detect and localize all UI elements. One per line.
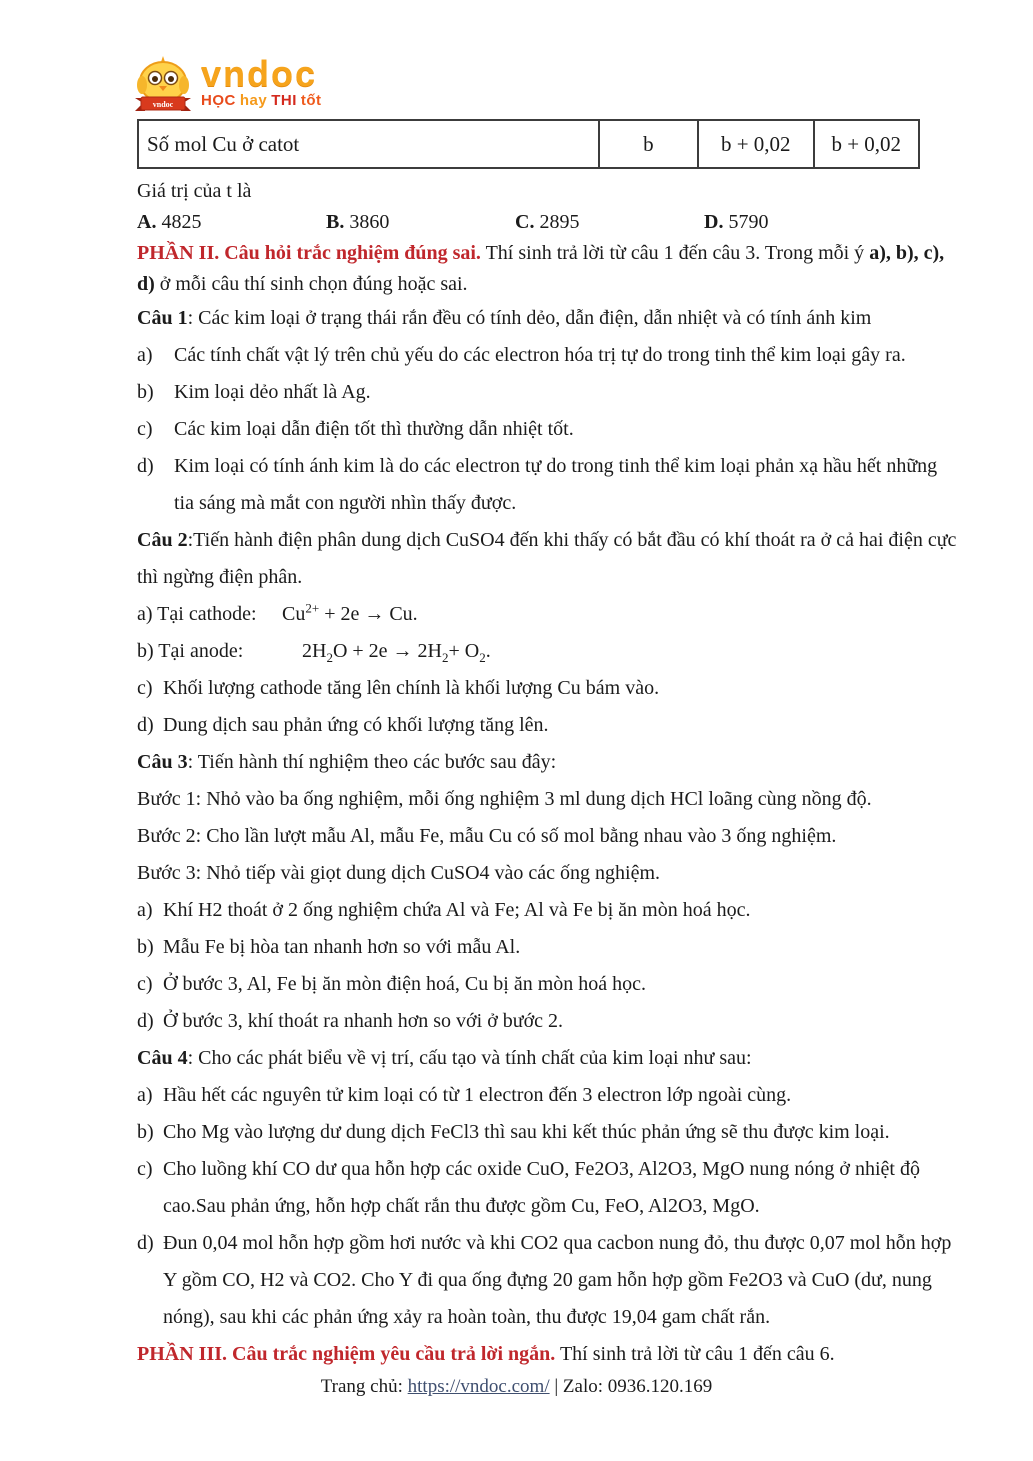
homepage-link[interactable]: https://vndoc.com/ bbox=[407, 1376, 550, 1397]
item-letter: a) bbox=[137, 899, 153, 921]
item-letter: d) bbox=[137, 1232, 154, 1254]
item-letter: c) bbox=[137, 418, 153, 440]
question-3-item-b bbox=[137, 929, 958, 966]
question-4-item-a bbox=[137, 1077, 958, 1114]
tagline-word: tốt bbox=[300, 92, 322, 109]
table-cell-label: Số mol Cu ở catot bbox=[138, 120, 599, 168]
formula-subscript: 2 bbox=[479, 650, 486, 665]
question-3-item-c bbox=[137, 966, 958, 1003]
table-cell-value: b bbox=[599, 120, 698, 168]
logo-tagline bbox=[201, 91, 326, 111]
item-letter: b) bbox=[137, 1121, 154, 1143]
question-3-step-1: Bước 1: Nhỏ vào ba ống nghiệm, mỗi ống nghiệm 3 ml dung dịch HCl loãng cùng nồng độ. bbox=[137, 788, 872, 810]
option-letter: D. bbox=[704, 211, 724, 233]
question-2-heading bbox=[137, 522, 958, 596]
question-text: : Tiến hành thí nghiệm theo các bước sau đây: bbox=[187, 751, 557, 773]
logo-brand-text: vndoc bbox=[201, 53, 318, 94]
item-text: Mẫu Fe bị hòa tan nhanh hơn so với mẫu Al. bbox=[163, 936, 521, 958]
question-2-item-a bbox=[137, 596, 958, 633]
formula-text: + 2e → Cu. bbox=[319, 603, 418, 625]
item-text: Hầu hết các nguyên tử kim loại có từ 1 electron đến 3 electron lớp ngoài cùng. bbox=[163, 1084, 792, 1106]
item-text: Khí H2 thoát ở 2 ống nghiệm chứa Al và Fe; Al và Fe bị ăn mòn hoá học. bbox=[163, 899, 751, 921]
part3-heading bbox=[137, 1336, 958, 1373]
table-cell-value: b + 0,02 bbox=[814, 120, 919, 168]
option-d bbox=[704, 207, 893, 238]
question-1-item-d bbox=[137, 448, 958, 522]
logo-text-block bbox=[201, 55, 326, 111]
question-3-step-2: Bước 2: Cho lần lượt mẫu Al, mẫu Fe, mẫu Cu có số mol bằng nhau vào 3 ống nghiệm. bbox=[137, 825, 837, 847]
question-2-item-c bbox=[137, 670, 958, 707]
option-value: 5790 bbox=[728, 211, 769, 233]
question-4-heading bbox=[137, 1040, 958, 1077]
option-letter: C. bbox=[515, 211, 535, 233]
formula-text: O + 2e → 2H bbox=[332, 640, 442, 662]
answer-options bbox=[137, 207, 958, 238]
question-3-step-3: Bước 3: Nhỏ tiếp vài giọt dung dịch CuSO4 vào các ống nghiệm. bbox=[137, 862, 661, 884]
item-letter: c) bbox=[137, 677, 153, 699]
item-text: Ở bước 3, Al, Fe bị ăn mòn điện hoá, Cu bị ăn mòn hoá học. bbox=[163, 973, 647, 995]
question-4-item-d bbox=[137, 1225, 958, 1336]
item-text: Kim loại dẻo nhất là Ag. bbox=[174, 381, 371, 403]
item-text: Đun 0,04 mol hỗn hợp gồm hơi nước và khi CO2 qua cacbon nung đỏ, thu được 0,07 mol hỗn hợp Y gồm CO, H2 và CO2. Cho Y đi qua ống đựng 20 gam hỗn hợp gồm Fe2O3 và CuO (dư, nung nóng), sau khi các phản ứng xảy ra hoàn toàn, thu được 19,04 gam chất rắn. bbox=[163, 1232, 952, 1328]
option-letter: B. bbox=[326, 211, 345, 233]
option-letter: A. bbox=[137, 211, 157, 233]
formula-text: + O bbox=[448, 640, 480, 662]
table-row bbox=[138, 120, 919, 168]
item-letter: d) bbox=[137, 455, 154, 477]
part2-intro: ở mỗi câu thí sinh chọn đúng hoặc sai. bbox=[154, 273, 468, 295]
question-label: Câu 2 bbox=[137, 529, 188, 551]
formula-text: . bbox=[485, 640, 491, 662]
item-letter: a) Tại cathode: bbox=[137, 603, 257, 625]
tagline-word: THI bbox=[271, 92, 297, 109]
question-text: : Các kim loại ở trạng thái rắn đều có tính dẻo, dẫn điện, dẫn nhiệt và có tính ánh kim bbox=[187, 307, 872, 329]
question-1-item-b bbox=[137, 374, 958, 411]
formula-superscript: 2+ bbox=[305, 600, 320, 616]
question-3-item-a bbox=[137, 892, 958, 929]
part3-title: PHẦN III. Câu trắc nghiệm yêu cầu trả lời ngắn. bbox=[137, 1343, 556, 1365]
item-letter: a) bbox=[137, 344, 153, 366]
item-text: Các kim loại dẫn điện tốt thì thường dẫn nhiệt tốt. bbox=[174, 418, 574, 440]
item-letter: b) bbox=[137, 936, 154, 958]
item-text: Cho Mg vào lượng dư dung dịch FeCl3 thì sau khi kết thúc phản ứng sẽ thu được kim loại. bbox=[163, 1121, 890, 1143]
item-letter: c) bbox=[137, 1158, 153, 1180]
option-c bbox=[515, 207, 704, 238]
question-1-item-c bbox=[137, 411, 958, 448]
option-value: 2895 bbox=[539, 211, 580, 233]
item-text: Khối lượng cathode tăng lên chính là khối lượng Cu bám vào. bbox=[163, 677, 660, 699]
item-text: Ở bước 3, khí thoát ra nhanh hơn so với ở bước 2. bbox=[163, 1010, 564, 1032]
option-value: 3860 bbox=[349, 211, 390, 233]
vndoc-mascot-icon bbox=[133, 55, 193, 119]
vndoc-logo bbox=[133, 55, 958, 119]
formula-text: Cu bbox=[282, 603, 306, 625]
footer-prefix: Trang chủ: bbox=[320, 1376, 408, 1397]
question-1-item-a bbox=[137, 337, 958, 374]
question-2-item-b bbox=[137, 633, 958, 670]
item-text: Kim loại có tính ánh kim là do các electron tự do trong tinh thể kim loại phản xạ hầu hết những tia sáng mà mắt con người nhìn thấy được. bbox=[174, 455, 938, 514]
question-label: Câu 3 bbox=[137, 751, 188, 773]
question-prompt: Giá trị của t là bbox=[137, 180, 252, 202]
question-2-item-d bbox=[137, 707, 958, 744]
formula-text: 2H bbox=[302, 640, 327, 662]
option-b bbox=[326, 207, 515, 238]
question-label: Câu 4 bbox=[137, 1047, 188, 1069]
part2-title: PHẦN II. Câu hỏi trắc nghiệm đúng sai. bbox=[137, 242, 481, 264]
item-text: Cho luồng khí CO dư qua hỗn hợp các oxide CuO, Fe2O3, Al2O3, MgO nung nóng ở nhiệt độ cao.Sau phản ứng, hỗn hợp chất rắn thu được gồm Cu, FeO, Al2O3, MgO. bbox=[163, 1158, 920, 1217]
formula-subscript: 2 bbox=[326, 650, 333, 665]
item-letter: b) bbox=[137, 381, 154, 403]
item-text: Các tính chất vật lý trên chủ yếu do các electron hóa trị tự do trong tinh thể kim loại gây ra. bbox=[174, 344, 906, 366]
mol-table bbox=[137, 119, 920, 169]
question-label: Câu 1 bbox=[137, 307, 188, 329]
tagline-word: hay bbox=[239, 92, 268, 109]
question-text: :Tiến hành điện phân dung dịch CuSO4 đến khi thấy có bắt đầu có khí thoát ra ở cả hai điện cực thì ngừng điện phân. bbox=[137, 529, 957, 588]
formula-subscript: 2 bbox=[442, 650, 449, 665]
item-letter: b) Tại anode: bbox=[137, 640, 244, 662]
mascot-banner-text: vndoc bbox=[152, 100, 174, 109]
option-a bbox=[137, 207, 326, 238]
item-letter: d) bbox=[137, 1010, 154, 1032]
part3-intro: Thí sinh trả lời từ câu 1 đến câu 6. bbox=[555, 1343, 835, 1365]
question-4-item-b bbox=[137, 1114, 958, 1151]
option-value: 4825 bbox=[161, 211, 202, 233]
question-3-heading bbox=[137, 744, 958, 781]
question-4-item-c bbox=[137, 1151, 958, 1225]
footer-suffix: | Zalo: 0936.120.169 bbox=[549, 1376, 713, 1397]
page-footer bbox=[0, 1376, 1033, 1398]
item-letter: c) bbox=[137, 973, 153, 995]
question-3-item-d bbox=[137, 1003, 958, 1040]
item-letter: a) bbox=[137, 1084, 153, 1106]
question-text: : Cho các phát biểu về vị trí, cấu tạo và tính chất của kim loại như sau: bbox=[187, 1047, 752, 1069]
part2-intro: Thí sinh trả lời từ câu 1 đến câu 3. Trong mỗi ý bbox=[480, 242, 870, 264]
part2-intro-bold: a), b), c), d) bbox=[137, 242, 945, 295]
question-1-heading bbox=[137, 300, 958, 337]
tagline-word: HỌC bbox=[201, 92, 236, 109]
item-letter: d) bbox=[137, 714, 154, 736]
item-text: Dung dịch sau phản ứng có khối lượng tăng lên. bbox=[163, 714, 549, 736]
part2-heading bbox=[137, 238, 958, 300]
table-cell-value: b + 0,02 bbox=[698, 120, 814, 168]
